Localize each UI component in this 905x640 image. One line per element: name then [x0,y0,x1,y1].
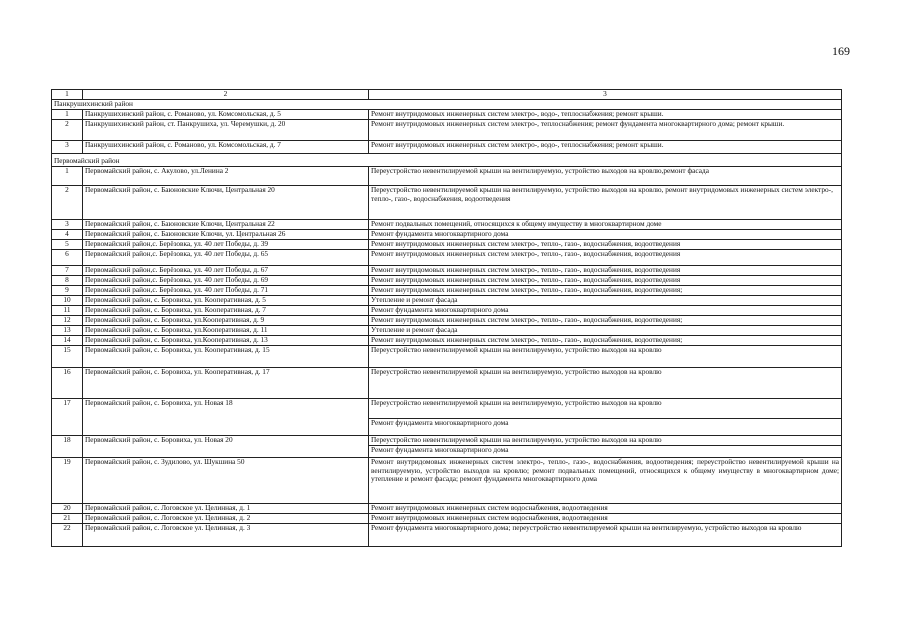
row-number: 14 [52,335,83,345]
row-work-text: Ремонт внутридомовых инженерных систем электро-, тепло-, газо-, водоснабжения, водоотведения; [371,335,683,344]
district-section-row [52,99,842,109]
row-work [369,295,842,305]
row-work [369,229,842,239]
district-title: Панкрушихинский район [52,99,842,109]
page-number: 169 [832,44,850,58]
row-number: 18 [52,435,83,457]
row-work-text: Ремонт внутридомовых инженерных систем электро-, тепло-, газо-, водоснабжения, водоотведения [371,239,681,248]
row-number: 20 [52,503,83,513]
row-address: Первомайский район, с. Логовское ул. Целинная, д. 2 [83,513,369,523]
table-row [52,265,842,275]
row-work [369,513,842,523]
row-work-text-secondary: Ремонт фундамента многоквартирного дома [369,418,841,428]
row-work-text: Ремонт фундамента многоквартирного дома [371,305,509,314]
row-number: 8 [52,275,83,285]
row-work [369,398,842,435]
row-work-text: Ремонт внутридомовых инженерных систем электро-, водо-, теплоснабжения; ремонт крыши. [371,109,664,118]
row-work-text: Ремонт внутридомовых инженерных систем электро-, теплоснабжения; ремонт фундамента многоквартирного дома; ремонт крыши. [371,119,785,128]
row-work [369,335,842,345]
row-work-text: Переустройство невентилируемой крыши на вентилируемую, устройство выходов на кровлю [371,435,662,444]
row-work [369,249,842,265]
row-number: 7 [52,265,83,275]
row-work [369,265,842,275]
table-row [52,295,842,305]
row-address: Первомайский район, с. Боровиха, ул.Кооперативная, д. 11 [83,325,369,335]
table-row [52,239,842,249]
table-row [52,503,842,513]
row-work [369,185,842,219]
district-section-row [52,153,842,166]
table-row [52,166,842,185]
row-address: Первомайский район,с. Берёзовка, ул. 40 лет Победы, д. 69 [83,275,369,285]
row-work-text-secondary: Ремонт фундамента многоквартирного дома [369,445,841,455]
table-row [52,325,842,335]
row-address: Первомайский район,с. Берёзовка, ул. 40 лет Победы, д. 39 [83,239,369,249]
row-work-text: Утепление и ремонт фасада [371,325,458,334]
row-work [369,503,842,513]
row-work [369,345,842,367]
row-number: 2 [52,119,83,140]
row-work-text: Ремонт внутридомовых инженерных систем электро-, водо-, теплоснабжения; ремонт крыши. [371,140,664,149]
row-work-text: Ремонт внутридомовых инженерных систем водоснабжения, водоотведения [371,513,608,522]
header-col-1: 1 [52,90,83,100]
row-work-text: Ремонт подвальных помещений, относящихся к общему имуществу в многоквартирном доме [371,219,662,228]
row-work-text: Переустройство невентилируемой крыши на вентилируемую, устройство выходов на кровлю [371,398,662,407]
table-row [52,367,842,398]
row-number: 19 [52,457,83,503]
row-address: Первомайский район, с. Баюновские Ключи, Центральная 20 [83,185,369,219]
row-work [369,523,842,546]
row-number: 6 [52,249,83,265]
row-work-text: Ремонт внутридомовых инженерных систем электро-, тепло-, газо-, водоснабжения, водоотведения [371,265,681,274]
row-work-text: Ремонт фундамента многоквартирного дома [371,229,509,238]
row-address: Первомайский район, с. Боровиха, ул. Кооперативная, д. 5 [83,295,369,305]
row-address: Первомайский район, с. Боровиха, ул.Кооперативная, д. 13 [83,335,369,345]
row-address: Панкрушихинский район, с. Романово, ул. Комсомольская, д. 7 [83,140,369,153]
row-address: Первомайский район, с. Логовское ул. Целинная, д. 3 [83,523,369,546]
row-address: Первомайский район, с. Акулово, ул.Ленина 2 [83,166,369,185]
row-address: Первомайский район, с. Зудилово, ул. Шукшина 50 [83,457,369,503]
row-number: 4 [52,229,83,239]
table-row [52,119,842,140]
row-work-text: Переустройство невентилируемой крыши на вентилируемую, устройство выходов на кровлю,ремонт фасада [371,166,709,175]
row-number: 5 [52,239,83,249]
row-number: 16 [52,367,83,398]
row-address: Первомайский район, с. Боровиха, ул. Новая 20 [83,435,369,457]
row-number: 21 [52,513,83,523]
row-number: 10 [52,295,83,305]
row-work-text: Переустройство невентилируемой крыши на вентилируемую, устройство выходов на кровлю [371,345,662,354]
row-work-text: Ремонт внутридомовых инженерных систем водоснабжения, водоотведения [371,503,608,512]
row-address: Панкрушихинский район, с. Романово, ул. Комсомольская, д. 5 [83,109,369,119]
row-address: Первомайский район, с. Логовское ул. Целинная, д. 1 [83,503,369,513]
table-row [52,305,842,315]
row-address: Первомайский район, с. Баюновские Ключи, ул. Центральная 26 [83,229,369,239]
repair-works-table [51,89,842,547]
table-row [52,275,842,285]
table-row [52,513,842,523]
row-address: Первомайский район,с. Берёзовка, ул. 40 лет Победы, д. 65 [83,249,369,265]
row-address: Первомайский район, с. Баюновские Ключи, Центральная 22 [83,219,369,229]
row-work-text: Переустройство невентилируемой крыши на вентилируемую, устройство выходов на кровлю [371,367,662,376]
table-row [52,457,842,503]
table-row [52,229,842,239]
row-work-text: Ремонт внутридомовых инженерных систем электро-, тепло-, газо-, водоснабжения, водоотведения; [371,315,683,324]
table-row [52,249,842,265]
table-row [52,435,842,457]
row-number: 22 [52,523,83,546]
row-number: 3 [52,140,83,153]
row-work-text: Ремонт внутридомовых инженерных систем электро-, тепло-, газо-, водоснабжения, водоотведения [371,275,681,284]
table-row [52,109,842,119]
row-work [369,367,842,398]
table-row [52,140,842,153]
row-work [369,305,842,315]
row-work [369,239,842,249]
table-row [52,345,842,367]
row-work-text: Утепление и ремонт фасада [371,295,458,304]
row-address: Первомайский район, с. Боровиха, ул. Кооперативная, д. 7 [83,305,369,315]
row-work [369,219,842,229]
row-work [369,315,842,325]
row-number: 11 [52,305,83,315]
table-row [52,219,842,229]
table-row [52,398,842,435]
row-work [369,275,842,285]
row-number: 15 [52,345,83,367]
row-address: Первомайский район, с. Боровиха, ул. Новая 18 [83,398,369,435]
row-address: Первомайский район, с. Боровиха, ул. Кооперативная, д. 15 [83,345,369,367]
row-work-text: Ремонт внутридомовых инженерных систем электро-, тепло-, газо-, водоснабжения, водоотведения; переустройство невентилируемой крыши на вентилируемую, устройство выходов на кровлю; ремонт подвальных помещений, относящихся к общему имуществу в многоквартирном доме; утепление и ремонт фасада; ремонт фундамента многоквартирного дома [371,457,839,484]
table-header-row [52,90,842,100]
row-address: Панкрушихинский район, ст. Панкрушиха, ул. Черемушки, д. 20 [83,119,369,140]
table-row [52,315,842,325]
row-number: 3 [52,219,83,229]
row-work [369,285,842,295]
row-number: 2 [52,185,83,219]
row-work-text: Ремонт фундамента многоквартирного дома; переустройство невентилируемой крыши на вентилируемую, устройство выходов на кровлю [371,523,802,532]
table-row [52,335,842,345]
header-col-3: 3 [369,90,842,100]
row-work [369,457,842,503]
table-row [52,523,842,546]
district-title: Первомайский район [52,153,842,166]
row-address: Первомайский район,с. Берёзовка, ул. 40 лет Победы, д. 67 [83,265,369,275]
header-col-2: 2 [83,90,369,100]
row-work [369,140,842,153]
row-work [369,109,842,119]
table-row [52,185,842,219]
row-address: Первомайский район, с. Боровиха, ул. Кооперативная, д. 17 [83,367,369,398]
row-number: 1 [52,166,83,185]
row-work [369,435,842,457]
row-number: 9 [52,285,83,295]
row-work-text: Переустройство невентилируемой крыши на вентилируемую, устройство выходов на кровлю, ремонт внутридомовых инженерных систем электро-, тепло-, газо-, водоснабжения, водоотведения [371,185,833,203]
table-row [52,285,842,295]
row-work-text: Ремонт внутридомовых инженерных систем электро-, тепло-, газо-, водоснабжения, водоотведения; [371,285,683,294]
row-address: Первомайский район,с. Берёзовка, ул. 40 лет Победы, д. 71 [83,285,369,295]
row-address: Первомайский район, с. Боровиха, ул.Кооперативная, д. 9 [83,315,369,325]
row-number: 17 [52,398,83,435]
row-work [369,325,842,335]
row-work [369,119,842,140]
row-number: 13 [52,325,83,335]
row-number: 12 [52,315,83,325]
row-work [369,166,842,185]
row-work-text: Ремонт внутридомовых инженерных систем электро-, тепло-, газо-, водоснабжения, водоотведения [371,249,681,258]
row-number: 1 [52,109,83,119]
